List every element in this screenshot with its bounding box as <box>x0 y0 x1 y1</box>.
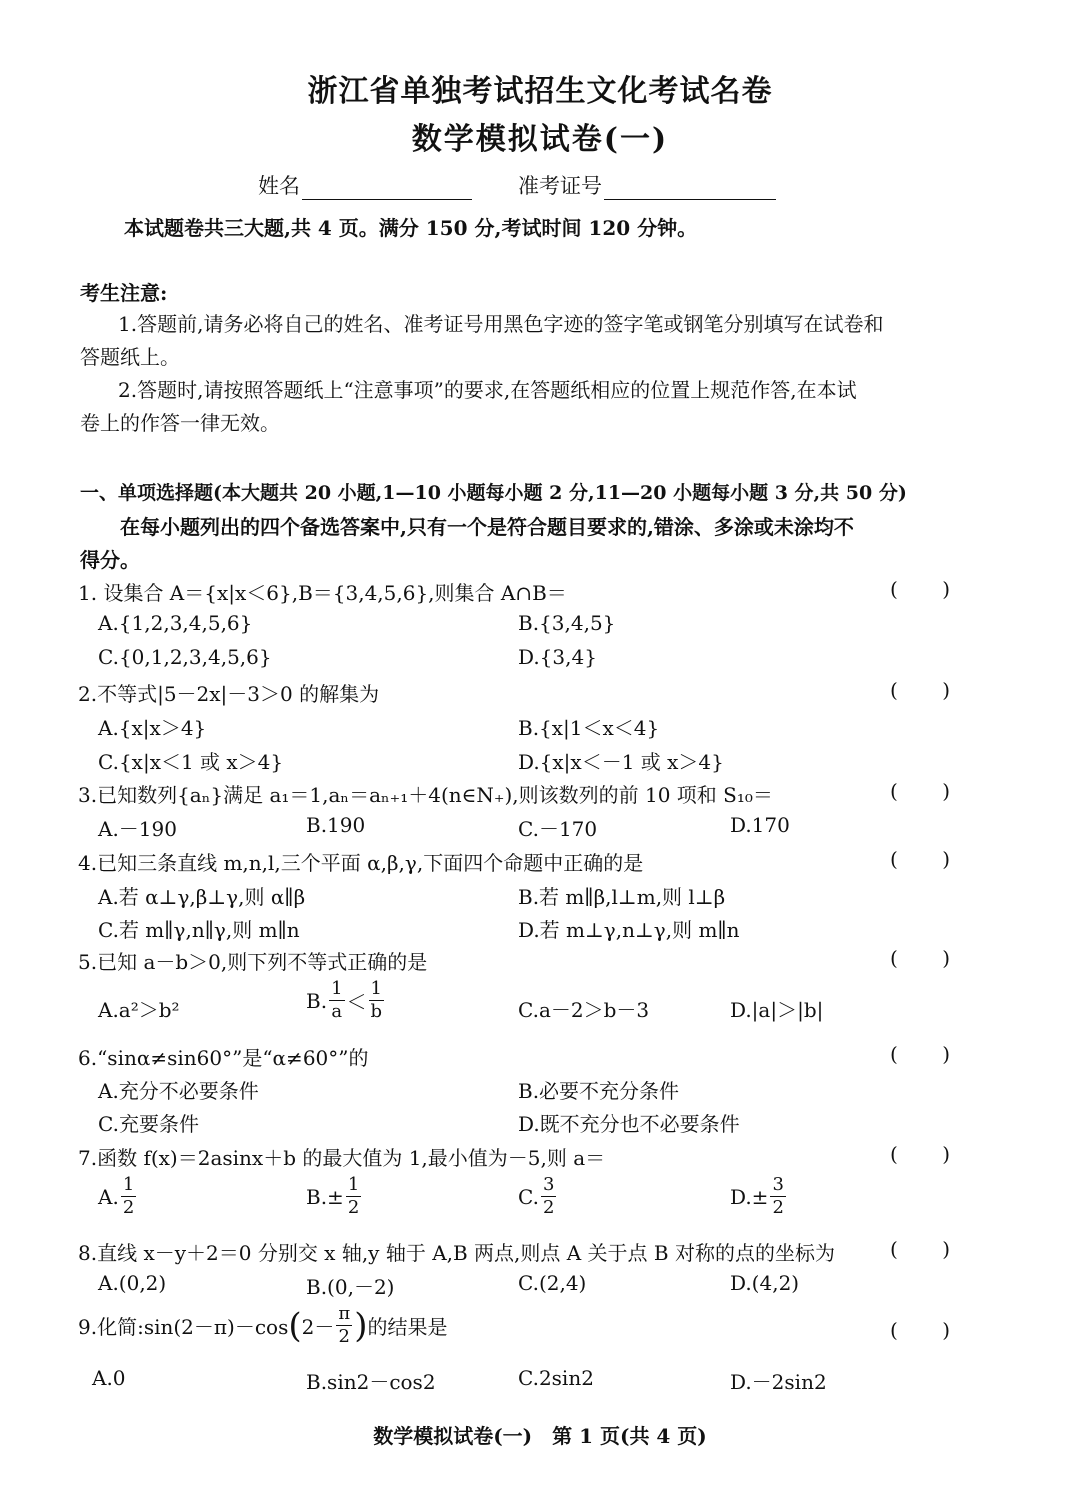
exam-id-underline[interactable] <box>604 177 776 200</box>
question-3-option-c[interactable]: C.－170 <box>518 817 598 841</box>
open-paren: ( <box>890 779 898 803</box>
open-paren: ( <box>890 1318 898 1342</box>
open-paren: ( <box>890 1237 898 1261</box>
question-5-option-b[interactable] <box>306 980 386 1021</box>
page-footer: 数学模拟试卷(一) 第 1 页(共 4 页) <box>373 1424 707 1448</box>
question-2-answer-blank[interactable] <box>890 678 950 702</box>
question-5-option-c[interactable]: C.a－2＞b－3 <box>518 998 650 1022</box>
open-paren: ( <box>890 946 898 970</box>
question-7-option-a[interactable] <box>98 1176 138 1217</box>
notice-item-2-line2: 卷上的作答一律无效。 <box>80 411 280 435</box>
option-prefix: D.± <box>730 1184 769 1209</box>
fraction-denominator: 2 <box>542 1197 555 1218</box>
question-1-answer-blank[interactable] <box>890 577 950 601</box>
close-paren: ) <box>942 1142 950 1166</box>
open-paren: ( <box>890 678 898 702</box>
question-5-answer-blank[interactable] <box>890 946 950 970</box>
notice-item-1-line2: 答题纸上。 <box>80 345 180 369</box>
open-paren: ( <box>890 577 898 601</box>
option-prefix: B. <box>306 988 328 1013</box>
close-paren: ) <box>942 1318 950 1342</box>
close-paren: ) <box>942 577 950 601</box>
question-4-stem: 4.已知三条直线 m,n,l,三个平面 α,β,γ,下面四个命题中正确的是 <box>78 851 644 875</box>
question-3-option-d[interactable]: D.170 <box>730 813 790 837</box>
open-paren: ( <box>890 847 898 871</box>
question-9-stem <box>78 1305 447 1346</box>
close-paren: ) <box>942 946 950 970</box>
fraction-denominator: 2 <box>122 1197 135 1218</box>
question-6-option-b[interactable]: B.必要不充分条件 <box>518 1079 680 1103</box>
fraction-numerator: π <box>338 1303 351 1324</box>
option-prefix: C. <box>518 1184 539 1209</box>
question-1-option-a[interactable]: A.{1,2,3,4,5,6} <box>98 611 253 635</box>
fraction-denominator: 2 <box>338 1326 350 1347</box>
name-label: 姓名 <box>258 174 300 198</box>
question-3-answer-blank[interactable] <box>890 779 950 803</box>
notice-item-1-line1: 1.答题前,请务必将自己的姓名、准考证号用黑色字迹的签字笔或钢笔分别填写在试卷和 <box>118 312 884 336</box>
question-5-option-d[interactable]: D.|a|＞|b| <box>730 998 824 1022</box>
question-6-answer-blank[interactable] <box>890 1042 950 1066</box>
question-6-option-d[interactable]: D.既不充分也不必要条件 <box>518 1112 740 1136</box>
stem-inner: 2－ <box>301 1315 335 1339</box>
fraction <box>770 1176 785 1217</box>
fraction-numerator: 1 <box>370 978 382 999</box>
question-7-option-b[interactable] <box>306 1176 363 1217</box>
question-9-answer-blank[interactable] <box>890 1318 950 1342</box>
question-1-stem: 1. 设集合 A＝{x|x＜6},B＝{3,4,5,6},则集合 A∩B＝ <box>78 581 567 605</box>
question-2-option-b[interactable]: B.{x|1＜x＜4} <box>518 716 660 740</box>
close-paren: ) <box>942 1237 950 1261</box>
fraction-numerator: 1 <box>122 1174 135 1195</box>
question-2-option-d[interactable]: D.{x|x＜－1 或 x＞4} <box>518 750 724 774</box>
question-6-option-a[interactable]: A.充分不必要条件 <box>98 1079 259 1103</box>
question-7-stem: 7.函数 f(x)＝2asinx＋b 的最大值为 1,最小值为－5,则 a＝ <box>78 1146 606 1170</box>
question-4-answer-blank[interactable] <box>890 847 950 871</box>
question-1-option-d[interactable]: D.{3,4} <box>518 645 597 669</box>
fraction-1-over-b <box>369 980 385 1021</box>
question-9-option-c[interactable]: C.2sin2 <box>518 1366 594 1390</box>
question-2-option-c[interactable]: C.{x|x＜1 或 x＞4} <box>98 750 284 774</box>
less-than-sign: ＜ <box>346 990 367 1014</box>
question-6-stem: 6.“sinα≠sin60°”是“α≠60°”的 <box>78 1046 369 1070</box>
close-paren: ) <box>942 847 950 871</box>
question-1-option-c[interactable]: C.{0,1,2,3,4,5,6} <box>98 645 272 669</box>
exam-info: 本试题卷共三大题,共 4 页。满分 150 分,考试时间 120 分钟。 <box>124 216 698 240</box>
question-4-option-b[interactable]: B.若 m∥β,l⊥m,则 l⊥β <box>518 885 726 909</box>
paper-title: 数学模拟试卷(一) <box>411 122 669 157</box>
open-paren: ( <box>890 1142 898 1166</box>
question-3-stem: 3.已知数列{aₙ}满足 a₁＝1,aₙ＝aₙ₊₁＋4(n∈N₊),则该数列的前 10 项和 S₁₀＝ <box>78 783 773 807</box>
exam-series-title: 浙江省单独考试招生文化考试名卷 <box>307 74 773 109</box>
fraction-pi-over-2 <box>336 1305 352 1346</box>
left-paren: ( <box>288 1305 302 1346</box>
question-4-option-a[interactable]: A.若 α⊥γ,β⊥γ,则 α∥β <box>98 885 306 909</box>
exam-id-field[interactable] <box>518 170 776 200</box>
question-8-stem: 8.直线 x－y＋2＝0 分别交 x 轴,y 轴于 A,B 两点,则点 A 关于点 B 对称的点的坐标为 <box>78 1241 835 1265</box>
name-underline[interactable] <box>302 177 472 200</box>
question-3-option-a[interactable]: A.－190 <box>98 817 177 841</box>
question-3-option-b[interactable]: B.190 <box>306 813 366 837</box>
stem-prefix: 9.化简:sin(2－π)－cos <box>78 1315 289 1339</box>
close-paren: ) <box>942 1042 950 1066</box>
question-8-answer-blank[interactable] <box>890 1237 950 1261</box>
question-7-answer-blank[interactable] <box>890 1142 950 1166</box>
question-8-option-a[interactable]: A.(0,2) <box>98 1271 167 1295</box>
question-2-option-a[interactable]: A.{x|x＞4} <box>98 716 207 740</box>
stem-suffix: 的结果是 <box>367 1315 448 1339</box>
notice-heading: 考生注意: <box>80 281 168 305</box>
question-7-option-d[interactable] <box>730 1176 788 1217</box>
question-6-option-c[interactable]: C.充要条件 <box>98 1112 199 1136</box>
fraction-denominator: 2 <box>347 1197 360 1218</box>
question-8-option-c[interactable]: C.(2,4) <box>518 1271 587 1295</box>
fraction-numerator: 1 <box>347 1174 360 1195</box>
fraction-numerator: 1 <box>331 978 343 999</box>
exam-id-label: 准考证号 <box>518 174 602 198</box>
fraction-denominator: b <box>370 1001 383 1022</box>
close-paren: ) <box>942 779 950 803</box>
close-paren: ) <box>942 678 950 702</box>
question-8-option-b[interactable]: B.(0,－2) <box>306 1275 395 1299</box>
section-instructions-line1: 在每小题列出的四个备选答案中,只有一个是符合题目要求的,错涂、多涂或未涂均不 <box>120 515 854 539</box>
question-4-option-c[interactable]: C.若 m∥γ,n∥γ,则 m∥n <box>98 918 300 942</box>
fraction <box>121 1176 136 1217</box>
fraction-denominator: 2 <box>772 1197 784 1218</box>
notice-item-2-line1: 2.答题时,请按照答题纸上“注意事项”的要求,在答题纸相应的位置上规范作答,在本试 <box>118 378 857 402</box>
option-prefix: A. <box>98 1184 119 1209</box>
fraction-numerator: 3 <box>772 1174 784 1195</box>
fraction <box>346 1176 361 1217</box>
question-5-stem: 5.已知 a－b＞0,则下列不等式正确的是 <box>78 950 428 974</box>
question-2-stem: 2.不等式|5－2x|－3＞0 的解集为 <box>78 682 380 706</box>
question-7-option-c[interactable] <box>518 1176 558 1217</box>
question-9-option-a[interactable]: A.0 <box>92 1366 126 1390</box>
fraction-1-over-a <box>329 980 344 1021</box>
fraction-numerator: 3 <box>542 1174 555 1195</box>
fraction-denominator: a <box>331 1001 343 1022</box>
option-prefix: B.± <box>306 1184 344 1209</box>
question-9-option-b[interactable]: B.sin2－cos2 <box>306 1370 436 1394</box>
section-instructions-line2: 得分。 <box>80 548 140 572</box>
question-1-option-b[interactable]: B.{3,4,5} <box>518 611 616 635</box>
name-field[interactable] <box>258 170 472 200</box>
question-5-option-a[interactable]: A.a²＞b² <box>98 998 180 1022</box>
question-8-option-d[interactable]: D.(4,2) <box>730 1271 800 1295</box>
fraction <box>541 1176 556 1217</box>
right-paren: ) <box>354 1305 368 1346</box>
open-paren: ( <box>890 1042 898 1066</box>
question-4-option-d[interactable]: D.若 m⊥γ,n⊥γ,则 m∥n <box>518 918 740 942</box>
question-9-option-d[interactable]: D.－2sin2 <box>730 1370 827 1394</box>
section-heading: 一、单项选择题(本大题共 20 小题,1—10 小题每小题 2 分,11—20 小题每小题 3 分,共 50 分) <box>80 482 907 504</box>
